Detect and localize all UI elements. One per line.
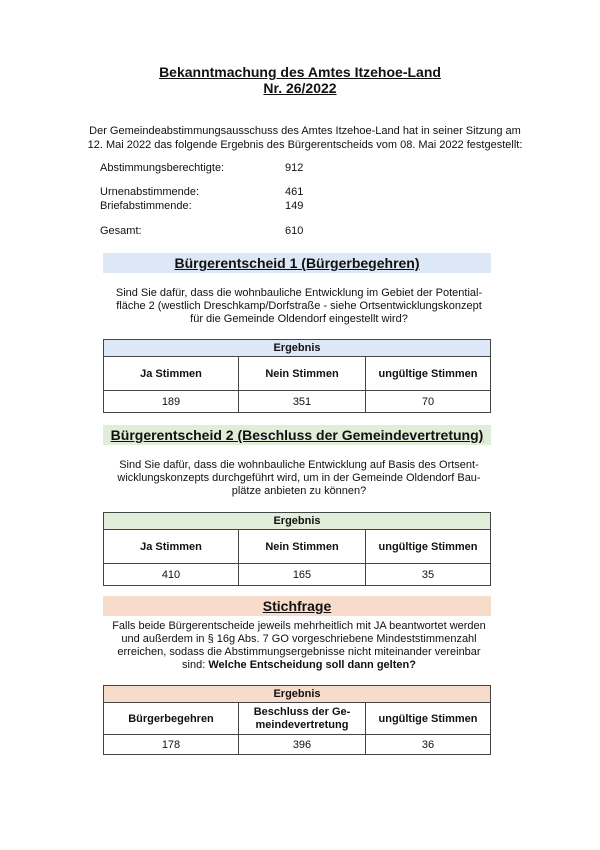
section3-question-last-line xyxy=(105,659,493,672)
value-beschluss-gemeindevertretung: 396 xyxy=(239,735,366,755)
stat-value-gesamt: 610 xyxy=(285,225,304,237)
value-buergerbegehren: 178 xyxy=(104,735,239,755)
section3-question-line: erreichen, sodass die Abstimmungsergebnisse nicht miteinander vereinbar xyxy=(117,646,481,658)
section3-question-lead: sind: xyxy=(182,659,209,671)
stat-value-brief: 149 xyxy=(285,200,304,212)
column-ja-stimmen: Ja Stimmen xyxy=(104,530,239,564)
document-title-line2: Nr. 26/2022 xyxy=(263,80,337,96)
column-beschluss-line1: Beschluss der Ge- xyxy=(253,705,351,718)
stat-value-urnen: 461 xyxy=(285,186,304,198)
stat-label-urnen: Urnenabstimmende: xyxy=(100,186,200,198)
section1-question xyxy=(105,287,493,326)
section2-question-line: wicklungskonzepts durchgeführt wird, um in der Gemeinde Oldendorf Bau- xyxy=(117,472,481,484)
value-ungueltige-stimmen: 70 xyxy=(366,391,491,413)
section3-question-line: Falls beide Bürgerentscheide jeweils mehrheitlich mit JA beantwortet werden xyxy=(112,620,486,632)
intro-line1: Der Gemeindeabstimmungsausschuss des Amtes Itzehoe-Land hat in seiner Sitzung am xyxy=(89,125,521,137)
section1-question-line: für die Gemeinde Oldendorf eingestellt wird? xyxy=(190,313,408,325)
stat-label-gesamt: Gesamt: xyxy=(100,225,142,237)
section2-heading: Bürgerentscheid 2 (Beschluss der Gemeindevertretung) xyxy=(103,425,491,445)
column-ja-stimmen: Ja Stimmen xyxy=(104,357,239,391)
section3-question-line: und außerdem in § 16g Abs. 7 GO vorgeschriebene Mindeststimmenzahl xyxy=(121,633,477,645)
section3-question-emphasis: Welche Entscheidung soll dann gelten? xyxy=(208,659,416,671)
value-nein-stimmen: 165 xyxy=(239,564,366,586)
column-beschluss-line2: meindevertretung xyxy=(255,718,349,731)
stat-label-berechtigte: Abstimmungsberechtigte: xyxy=(100,162,225,174)
column-ungueltige-stimmen: ungültige Stimmen xyxy=(366,703,491,735)
section2-question-line: Sind Sie dafür, dass die wohnbauliche Entwicklung auf Basis des Ortsent- xyxy=(119,459,479,471)
value-ja-stimmen: 189 xyxy=(104,391,239,413)
column-beschluss-gemeindevertretung xyxy=(239,703,366,735)
table-header-ergebnis: Ergebnis xyxy=(104,513,491,530)
column-nein-stimmen: Nein Stimmen xyxy=(239,357,366,391)
section2-question-line: plätze anbieten zu können? xyxy=(231,485,367,497)
section2-result-table xyxy=(103,512,491,586)
section3-result-table xyxy=(103,685,491,755)
section3-heading: Stichfrage xyxy=(103,596,491,616)
column-ungueltige-stimmen: ungültige Stimmen xyxy=(366,357,491,391)
section1-heading: Bürgerentscheid 1 (Bürgerbegehren) xyxy=(103,253,491,273)
document-title-line1: Bekanntmachung des Amtes Itzehoe-Land xyxy=(159,64,441,80)
intro-line2: 12. Mai 2022 das folgende Ergebnis des Bürgerentscheids vom 08. Mai 2022 festgestellt: xyxy=(87,139,523,151)
column-buergerbegehren: Bürgerbegehren xyxy=(104,703,239,735)
section1-result-table xyxy=(103,339,491,413)
table-header-ergebnis: Ergebnis xyxy=(104,340,491,357)
value-ungueltige-stimmen: 35 xyxy=(366,564,491,586)
table-header-ergebnis: Ergebnis xyxy=(104,686,491,703)
stat-label-brief: Briefabstimmende: xyxy=(100,200,192,212)
intro-text xyxy=(60,124,550,152)
value-nein-stimmen: 351 xyxy=(239,391,366,413)
section1-question-line: Sind Sie dafür, dass die wohnbauliche Entwicklung im Gebiet der Potential- xyxy=(115,287,483,299)
stat-value-berechtigte: 912 xyxy=(285,162,304,174)
value-ja-stimmen: 410 xyxy=(104,564,239,586)
section3-question xyxy=(105,620,493,672)
section1-question-line: fläche 2 (westlich Dreschkamp/Dorfstraße - siehe Ortsentwicklungskonzept xyxy=(116,300,482,312)
column-ungueltige-stimmen: ungültige Stimmen xyxy=(366,530,491,564)
value-ungueltige-stimmen: 36 xyxy=(366,735,491,755)
section2-question xyxy=(105,459,493,498)
column-nein-stimmen: Nein Stimmen xyxy=(239,530,366,564)
